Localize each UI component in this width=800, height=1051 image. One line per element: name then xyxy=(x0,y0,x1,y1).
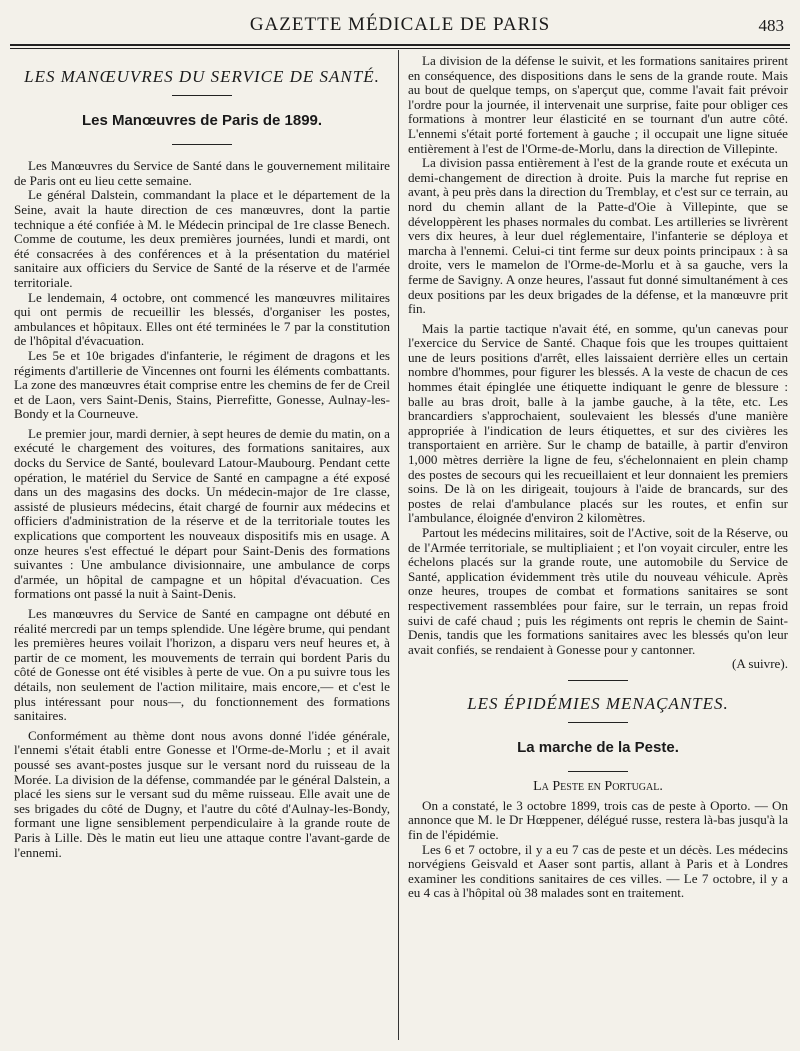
paragraph: Le lendemain, 4 octobre, ont commencé les manœuvres militaires qui ont permis de recueillir les blessés, d'organiser les postes, ambulances et hôpitaux. Elles ont été terminées le 7 par la constitution de l'hôpital d'évacuation. xyxy=(14,289,390,349)
paragraph: On a constaté, le 3 octobre 1899, trois cas de peste à Oporto. — On annonce que M. le Dr Hœppener, délégué russe, restera là-bas jusqu'à la fin de l'épidémie. xyxy=(408,797,788,842)
paragraph: Les 5e et 10e brigades d'infanterie, le régiment de dragons et les régiments d'artillerie de Vincennes ont fourni les éléments combattants. La zone des manœuvres était comprise entre les chemins de fer de Creil et de Laon, vers Saint-Denis, Stains, Pierrefitte, Gonesse, Aulnay-les-Bondy et la Courneuve. xyxy=(14,347,390,422)
journal-title: GAZETTE MÉDICALE DE PARIS xyxy=(249,14,551,35)
paragraph: Les manœuvres du Service de Santé en campagne ont débuté en réalité mercredi par un temps splendide. Une légère brume, qui pendant les premières heures voilait l'horizon, a disparu vers neuf heures et, à partir de ce moment, les mouvements de terrain qui bordent Paris du côté de Gonesse ont été visibles à perte de vue. On a pu suivre tous les détails, non seulement de l'action militaire, mais encore,— et c'est le plus intéressant pour nous—, du fonctionnement des formations sanitaires. xyxy=(14,606,390,724)
paragraph: Les Manœuvres du Service de Santé dans le gouvernement militaire de Paris ont eu lieu cette semaine. xyxy=(14,158,390,188)
article-title-peste: La marche de la Peste. xyxy=(517,738,679,756)
subsection-title: La Peste en Portugal. xyxy=(533,779,663,795)
page-number: 483 xyxy=(758,16,784,35)
paragraph: La division passa entièrement à l'est de la grande route et exécuta un demi-changement de direction à droite. Puis la marche fut reprise en avant, à peu près dans la direction du Tremblay, et c'est sur ce terrain, au nord du chemin allant de la Patte-d'Oie à Villepinte, que se développèrent les phases normales du combat. Les artilleries se livrèrent vers dix heures, à leur duel réglementaire, l'infanterie se déploya et marcha à l'ennemi. Celui-ci tint ferme sur deux points principaux : à sa droite, vers le mamelon de l'Orme-de-Morlu et à sa gauche, vers la ferme de Savigny. A onze heures, l'assaut fut donné simultanément à ces deux positions par les deux brigades de la défense, et la manœuvre prit fin. xyxy=(408,155,788,317)
running-header xyxy=(10,14,790,46)
paragraph: Les 6 et 7 octobre, il y a eu 7 cas de peste et un décès. Les médecins norvégiens Geisvald et Aaser sont partis, allant à Paris et à Londres examiner les conditions sanitaires de ces villes. — Le 7 octobre, il y a eu 4 cas à l'hôpital où 38 malades sont en traitement. xyxy=(408,841,788,901)
section-rule xyxy=(568,771,628,772)
paragraph: Le premier jour, mardi dernier, à sept heures de demie du matin, on a exécuté le chargement des voitures, des formations sanitaires, aux docks du Service de Santé, boulevard Latour-Maubourg. Pendant cette opération, le matériel du Service de Santé en campagne a été exposé dans un des magasins des docks. Un médecin-major de 1re classe, assisté de plusieurs médecins, était chargé de fournir aux médecins et officiers d'administration de la réserve et de la territoriale toutes les explications que comportent les nouveaux dispositifs mis en usage. A onze heures s'est effectué le départ pour Saint-Denis des formations suivantes : Une ambulance divisionnaire, une ambulance de corps d'armée, un hôpital de campagne et un hôpital d'évacuation. Ces formations ont passé la nuit à Saint-Denis. xyxy=(14,425,390,602)
left-column xyxy=(14,54,390,860)
section-rule xyxy=(172,95,232,96)
section-title-manoeuvres: LES MANŒUVRES DU SERVICE DE SANTÉ. xyxy=(24,67,380,86)
article-title-manoeuvres: Les Manœuvres de Paris de 1899. xyxy=(81,111,323,129)
right-column xyxy=(408,54,788,901)
section-rule xyxy=(568,722,628,723)
column-divider xyxy=(398,50,399,1040)
section-rule xyxy=(172,144,232,145)
paragraph: Partout les médecins militaires, soit de l'Active, soit de la Réserve, ou de l'Armée territoriale, se multipliaient ; et l'on voyait circuler, entre les échelons placés sur la grande route, une automobile du Service de Santé, application évidemment très utile du nouveau véhicule. Après onze heures, troupes de combat et formations sanitaires se sont respectivement rassemblées pour faire, sur le terrain, un repas froid suivi de café chaud ; puis les régiments ont repris le chemin de Saint-Denis, tandis que les formations sanitaires avec les blessés qu'on leur avait confiés, se rendaient à Gonesse pour y cantonner. xyxy=(408,525,788,657)
paragraph: Mais la partie tactique n'avait été, en somme, qu'un canevas pour l'exercice du Service de Santé. Chaque fois que les troupes quittaient une de leurs positions d'arrêt, elles laissaient derrière elles un certain nombre d'hommes, pour figurer les blessés. A la veste de chacun de ces hommes était épinglée une étiquette indiquant le genre de blessure : balle au bras droit, balle à la jambe gauche, à la tête, etc. Les brancardiers s'approchaient, soulevaient les blessés d'une manière appropriée à l'indication de leurs étiquettes, et sur des civières les transportaient en arrière. Sur le champ de bataille, à partir d'environ 1,000 mètres derrière la ligne de feu, s'échelonnaient en plein champ des postes de secours qui les recueillaient et leur donnaient les premiers soins. De là on les dirigeait, toujours à l'aide de brancards, sur des postes de relai d'ambulance placés sur les routes, et enfin sur l'ambulance, éloignée d'environ 2 kilomètres. xyxy=(408,320,788,526)
to-follow-note: (A suivre). xyxy=(732,656,788,672)
header-rule xyxy=(10,48,790,49)
paragraph: La division de la défense le suivit, et les formations sanitaires prirent en conséquence, des dispositions dans le sens de la grande route. Mais au bout de quelque temps, on s'aperçut que, comme l'avait fait prévoir l'ordre pour la journée, il intervenait une surprise, faite pour obliger ces formations à montrer leur élasticité en se tournant d'un autre côté. L'ennemi s'était porté fortement à gauche ; il occupait une ligne située entièrement à l'est de l'Orme-de-Morlu, dans la direction de Villepinte. xyxy=(408,53,788,156)
section-title-epidemies: LES ÉPIDÉMIES MENAÇANTES. xyxy=(467,693,729,713)
paragraph: Le général Dalstein, commandant la place et le département de la Seine, avait la haute direction de ces manœuvres, dont la partie technique a été confiée à M. le Médecin principal de 1re classe Benech. Comme de coutume, les deux premières journées, lundi et mardi, ont été consacrées à des conférences et à la présentation du matériel sanitaire aux officiers du Service de Santé de la réserve et de l'armée territoriale. xyxy=(14,187,390,290)
section-rule xyxy=(568,680,628,681)
paragraph: Conformément au thème dont nous avons donné l'idée générale, l'ennemi s'était établi entre Gonesse et l'Orme-de-Morlu ; et il avait poussé ses avant-postes jusque sur le versant nord du ruisseau de la Morée. La division de la défense, commandée par le général Dalstein, a placé les siens sur le versant sud du même ruisseau. Elle avait une de ses brigades du côté de Dugny, et l'autre du côté d'Aulnay-les-Bondy, formant une ligne sensiblement perpendiculaire à la grande route de Paris à Lille. Dès le matin eut lieu une attaque contre l'avant-garde de l'ennemi. xyxy=(14,727,390,860)
